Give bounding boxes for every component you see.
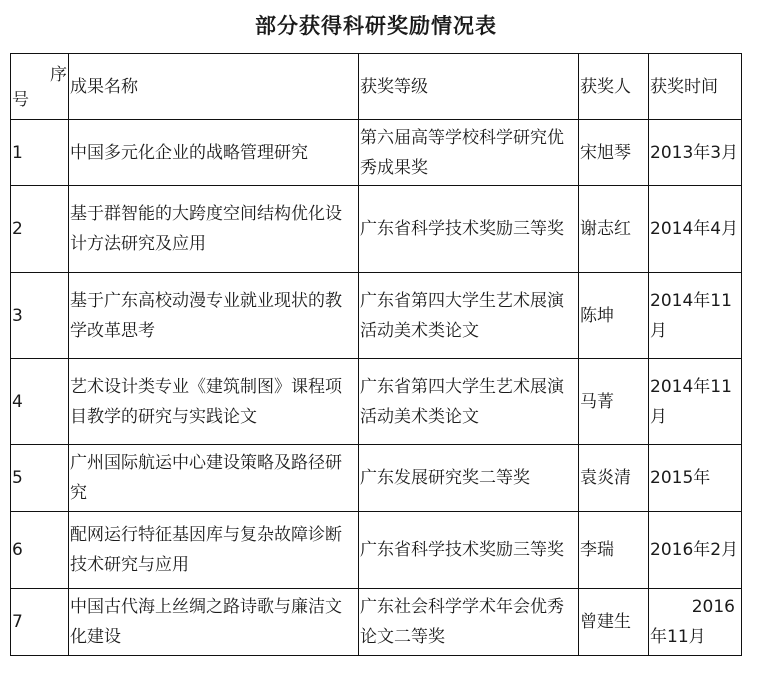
header-no-part1: 序 — [50, 64, 67, 85]
row-time: 2015年 — [649, 445, 742, 512]
table-row — [11, 120, 742, 186]
row-name: 中国古代海上丝绸之路诗歌与廉洁文化建设 — [69, 589, 359, 656]
row-time-line2: 年11月 — [650, 627, 706, 647]
row-person: 袁炎清 — [579, 445, 649, 512]
row-name: 配网运行特征基因库与复杂故障诊断技术研究与应用 — [69, 512, 359, 589]
row-person: 谢志红 — [579, 186, 649, 273]
table-row — [11, 589, 742, 656]
row-level: 广东省科学技术奖励三等奖 — [359, 186, 579, 273]
row-level: 广东发展研究奖二等奖 — [359, 445, 579, 512]
header-no — [11, 54, 69, 120]
row-name: 基于广东高校动漫专业就业现状的教学改革思考 — [69, 273, 359, 359]
row-person: 陈坤 — [579, 273, 649, 359]
table-row — [11, 273, 742, 359]
row-name: 基于群智能的大跨度空间结构优化设计方法研究及应用 — [69, 186, 359, 273]
header-no-part2: 号 — [12, 89, 29, 110]
row-level: 广东省第四大学生艺术展演活动美术类论文 — [359, 273, 579, 359]
row-time — [649, 589, 742, 656]
header-time: 获奖时间 — [649, 54, 742, 120]
row-no: 2 — [11, 186, 69, 273]
table-row — [11, 512, 742, 589]
row-level: 广东省科学技术奖励三等奖 — [359, 512, 579, 589]
row-time: 2014年11月 — [649, 359, 742, 445]
awards-table — [10, 53, 742, 656]
table-row — [11, 359, 742, 445]
row-name: 艺术设计类专业《建筑制图》课程项目教学的研究与实践论文 — [69, 359, 359, 445]
row-no: 7 — [11, 589, 69, 656]
header-person: 获奖人 — [579, 54, 649, 120]
row-no: 5 — [11, 445, 69, 512]
row-level: 广东省第四大学生艺术展演活动美术类论文 — [359, 359, 579, 445]
row-level: 广东社会科学学术年会优秀论文二等奖 — [359, 589, 579, 656]
row-name: 中国多元化企业的战略管理研究 — [69, 120, 359, 186]
document-title: 部分获得科研奖励情况表 — [255, 14, 497, 38]
row-level: 第六届高等学校科学研究优秀成果奖 — [359, 120, 579, 186]
row-time: 2014年4月 — [649, 186, 742, 273]
row-no: 4 — [11, 359, 69, 445]
table-header-row — [11, 54, 742, 120]
row-no: 3 — [11, 273, 69, 359]
row-person: 曾建生 — [579, 589, 649, 656]
row-person: 宋旭琴 — [579, 120, 649, 186]
row-time: 2014年11月 — [649, 273, 742, 359]
row-time: 2016年2月 — [649, 512, 742, 589]
row-person: 李瑞 — [579, 512, 649, 589]
header-name: 成果名称 — [69, 54, 359, 120]
table-row — [11, 186, 742, 273]
row-time-line1: 2016 — [691, 597, 735, 617]
header-level: 获奖等级 — [359, 54, 579, 120]
row-name: 广州国际航运中心建设策略及路径研究 — [69, 445, 359, 512]
row-no: 6 — [11, 512, 69, 589]
row-time: 2013年3月 — [649, 120, 742, 186]
row-person: 马菁 — [579, 359, 649, 445]
table-row — [11, 445, 742, 512]
row-no: 1 — [11, 120, 69, 186]
